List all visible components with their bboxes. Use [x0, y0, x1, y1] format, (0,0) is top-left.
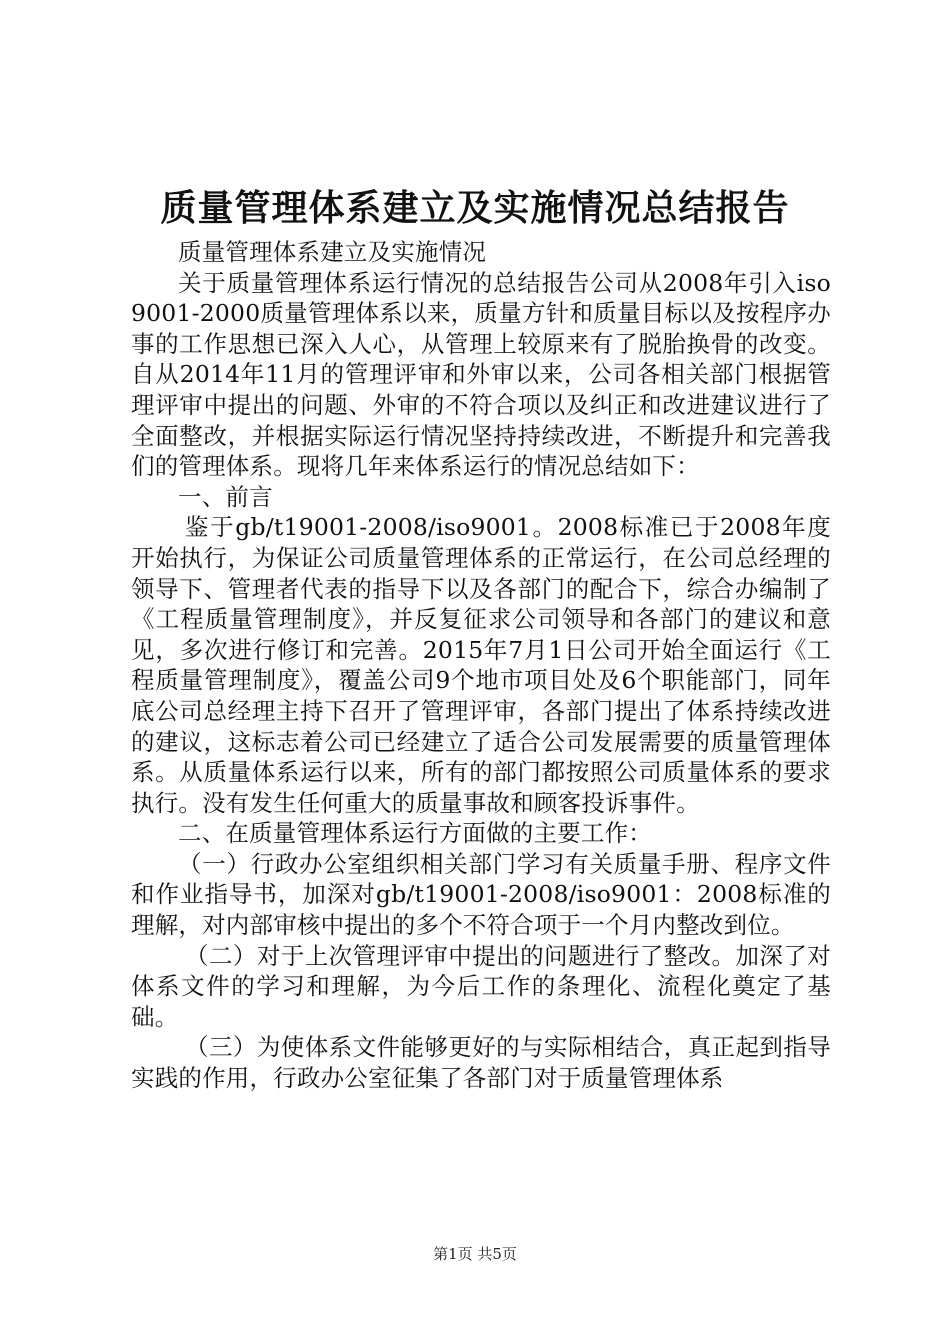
- work-item-2-paragraph: （二）对于上次管理评审中提出的问题进行了整改。加深了对体系文件的学习和理解，为今后工作的条理化、流程化奠定了基础。: [131, 941, 831, 1031]
- work-item-1-paragraph: （一）行政办公室组织相关部门学习有关质量手册、程序文件和作业指导书，加深对gb/t19001-2008/iso9001：2008标准的理解，对内部审核中提出的多个不符合项于一个月内整改到位。: [131, 849, 831, 940]
- document-title: 质量管理体系建立及实施情况总结报告: [160, 187, 790, 229]
- subtitle-paragraph: 质量管理体系建立及实施情况: [178, 238, 487, 266]
- section-heading-preface: 一、前言: [178, 482, 273, 511]
- intro-paragraph: 关于质量管理体系运行情况的总结报告公司从2008年引入iso9001-2000质量管理体系以来，质量方针和质量目标以及按程序办事的工作思想已深入人心，从管理上较原来有了脱胎换骨的改变。自从2014年11月的管理评审和外审以来，公司各相关部门根据管理评审中提出的问题、外审的不符合项以及纠正和改进建议进行了全面整改，并根据实际运行情况坚持持续改进，不断提升和完善我们的管理体系。现将几年来体系运行的情况总结如下：: [131, 268, 831, 481]
- section-heading-main-work: 二、在质量管理体系运行方面做的主要工作：: [178, 819, 652, 848]
- page-number-footer: 第1页 共5页: [433, 1245, 517, 1263]
- document-body: [131, 237, 831, 1094]
- work-item-3-paragraph: （三）为使体系文件能够更好的与实际相结合，真正起到指导实践的作用，行政办公室征集了各部门对于质量管理体系: [131, 1033, 831, 1093]
- preface-paragraph: 鉴于gb/t19001-2008/iso9001。2008标准已于2008年度开始执行，为保证公司质量管理体系的正常运行，在公司总经理的领导下、管理者代表的指导下以及各部门的配合下，综合办编制了《工程质量管理制度》，并反复征求公司领导和各部门的建议和意见，多次进行修订和完善。2015年7月1日公司开始全面运行《工程质量管理制度》，覆盖公司9个地市项目处及6个职能部门，同年底公司总经理主持下召开了管理评审，各部门提出了体系持续改进的建议，这标志着公司已经建立了适合公司发展需要的质量管理体系。从质量体系运行以来，所有的部门都按照公司质量体系的要求执行。没有发生任何重大的质量事故和顾客投诉事件。: [131, 513, 831, 817]
